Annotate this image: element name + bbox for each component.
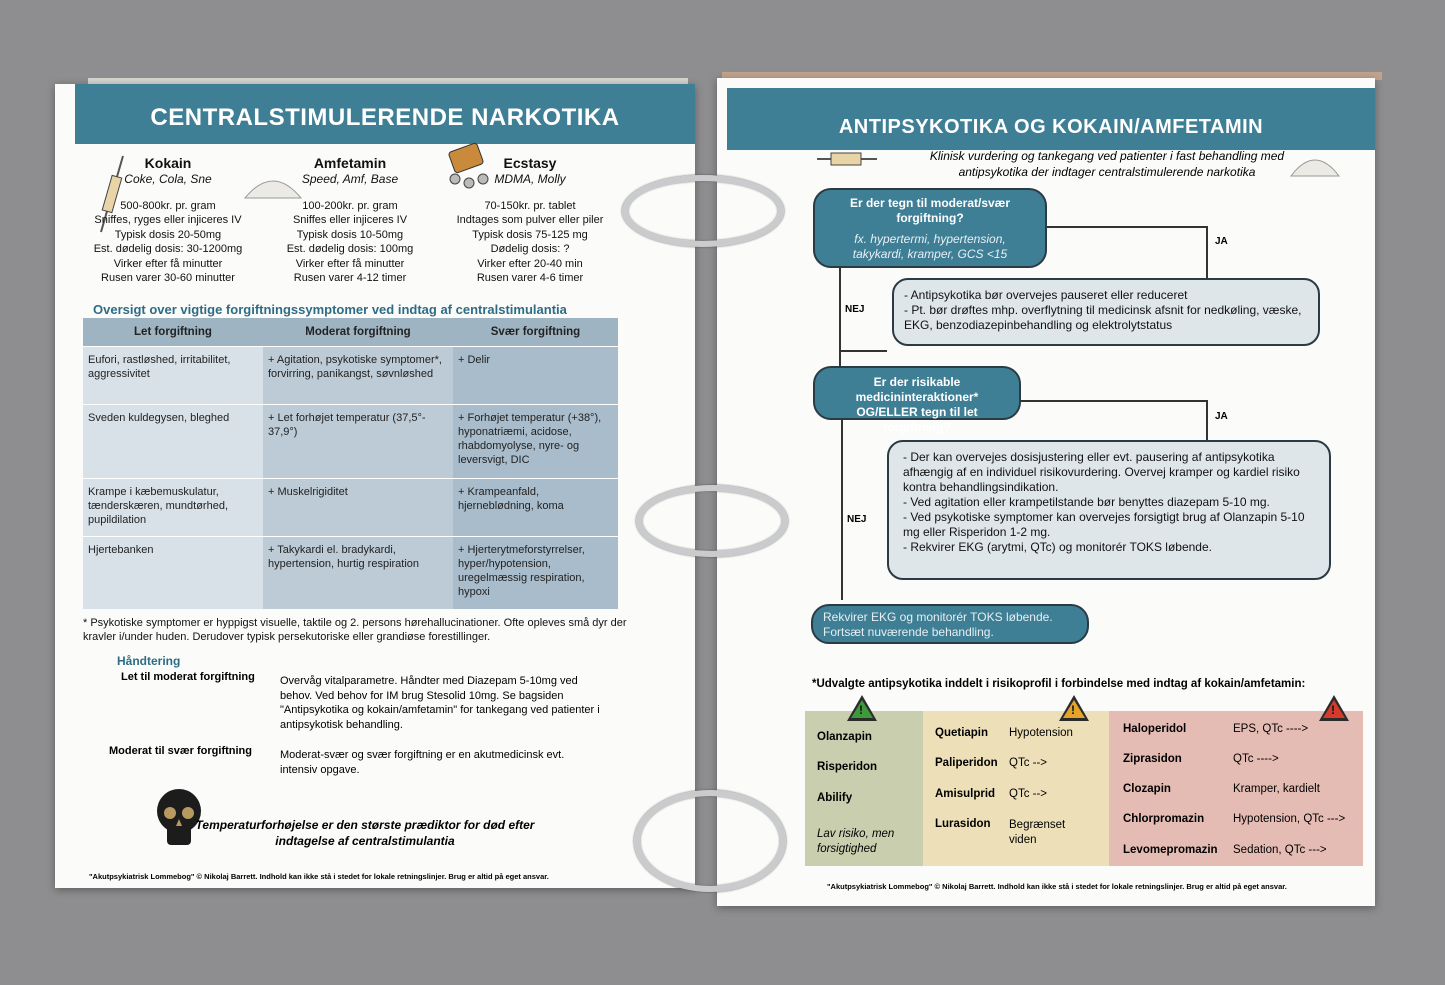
left-footer: "Akutpsykiatrisk Lommebog" © Nikolaj Barrett. Indhold kan ikke stå i stedet for lokale retningslinjer. Brug er altid på eget ansvar.	[89, 872, 549, 881]
table-row: Sveden kuldegysen, bleghed + Let forhøjet temperatur (37,5°- 37,9°) + Forhøjet temperatur (+38°), hyponatriæmi, acidose, rhabdomyolyse, nyre- og leversvigt, DIC	[83, 405, 618, 479]
question-2-box: Er der risikable medicininteraktioner* OG/ELLER tegn til let forgiftning?	[813, 366, 1021, 420]
arrow-line	[1206, 400, 1208, 442]
syringe-icon	[817, 148, 877, 170]
overview-title: Oversigt over vigtige forgiftningssymptomer ved indtag af centralstimulantia	[93, 302, 567, 317]
right-page	[717, 78, 1375, 906]
skull-quote: Temperaturforhøjelse er den største prædiktor for død efter indtagelse af centralstimulantia	[195, 818, 535, 848]
nej-label: NEJ	[845, 304, 865, 315]
question-1-box: Er der tegn til moderat/svær forgiftning? fx. hypertermi, hypertension, takykardi, kramper, GCS <15	[813, 188, 1047, 268]
arrow-line	[1017, 400, 1207, 402]
ja-label: JA	[1215, 411, 1228, 422]
low-risk-panel: ! Olanzapin Risperidon Abilify Lav risiko, men forsigtighed	[805, 711, 923, 866]
left-page	[55, 84, 695, 888]
answer-2-box: - Der kan overvejes dosisjustering eller evt. pausering af antipsykotika afhængig af en individuel risikovurdering. Overvej kramper og kardiel risiko kontra behandlingsindikation. - Ved agitation eller krampetilstande bør benyttes diazepam 5-10 mg. - Ved psykotiske symptomer kan overvejes forsigtigt brug af Olanzapin 5-10 mg eller Risperidon 1-2 mg. - Rekvirer EKG (arytmi, QTc) og monitorér TOKS løbende.	[887, 440, 1331, 580]
drug-kokain: Kokain Coke, Cola, Sne 500-800kr. pr. gram Sniffes, ryges eller injiceres IV Typisk dosis 20-50mg Est. dødelig dosis: 30-1200mg Virker efter få minutter Rusen varer 30-60 minutter	[93, 155, 243, 284]
warning-icon-orange: !	[1059, 695, 1089, 721]
table-row: Eufori, rastløshed, irritabilitet, aggressivitet + Agitation, psykotiske symptomer*, forvirring, panikangst, søvnløshed + Delir	[83, 347, 618, 405]
handling-title: Håndtering	[117, 654, 181, 668]
arrow-line	[841, 350, 887, 352]
table-row: Hjertebanken + Takykardi el. bradykardi, hypertension, hurtig respiration + Hjerterytmeforstyrrelser, hyper/hypotension, uregelmæssig respiration, hypoxi	[83, 537, 618, 609]
answer-1-box: - Antipsykotika bør overvejes pauseret eller reduceret - Pt. bør drøftes mhp. overflytning til medicinsk afsnit for nedkøling, væske, EKG, benzodiazepinbehandling og elektrolytstatus	[892, 278, 1320, 346]
header-svaer: Svær forgiftning	[453, 318, 618, 347]
handling-1-label: Let til moderat forgiftning	[121, 671, 255, 683]
risk-title: *Udvalgte antipsykotika inddelt i risikoprofil i forbindelse med indtag af kokain/amfetamin:	[812, 678, 1306, 690]
left-title: CENTRALSTIMULERENDE NARKOTIKA	[75, 84, 695, 144]
handling-2-label: Moderat til svær forgiftning	[109, 745, 252, 757]
symptom-table	[83, 318, 618, 609]
binder-ring	[622, 175, 784, 247]
handling-1-text: Overvåg vitalparametre. Håndter med Diazepam 5-10mg ved behov. Ved behov for IM brug Stesolid 10mg. Se bagsiden "Antipsykotika og kokain/amfetamin" for tankegang ved patienter i antipsykotisk behandling.	[280, 675, 600, 731]
high-risk-panel: ! Haloperidol EPS, QTc ----> Ziprasidon QTc ----> Clozapin Kramper, kardielt Chlorpromazin Hypotension, QTc ---> Levomepromazin Sedation, QTc --->	[1109, 711, 1363, 866]
header-let: Let forgiftning	[83, 318, 263, 347]
arrow-line	[1206, 226, 1208, 278]
warning-icon-red: !	[1319, 695, 1349, 721]
right-footer: "Akutpsykiatrisk Lommebog" © Nikolaj Barrett. Indhold kan ikke stå i stedet for lokale retningslinjer. Brug er altid på eget ansvar.	[827, 882, 1287, 891]
intro-text: Klinisk vurdering og tankegang ved patienter i fast behandling med antipsykotika der indtager centralstimulerende narkotika	[929, 149, 1285, 179]
table-row: Krampe i kæbemuskulatur, tænderskæren, mundtørhed, pupildilation + Muskelrigiditet + Krampeanfald, hjerneblødning, koma	[83, 479, 618, 537]
binder-ring	[634, 790, 786, 892]
nej-label: NEJ	[847, 514, 867, 525]
ja-label: JA	[1215, 236, 1228, 247]
handling-2-text: Moderat-svær og svær forgiftning er en akutmedicinsk evt. intensiv opgave.	[280, 749, 565, 776]
arrow-line	[1027, 226, 1207, 228]
warning-icon-green: !	[847, 695, 877, 721]
right-title: ANTIPSYKOTIKA OG KOKAIN/AMFETAMIN	[727, 88, 1375, 150]
powder-icon	[1289, 144, 1341, 178]
drug-amfetamin: Amfetamin Speed, Amf, Base 100-200kr. pr. gram Sniffes eller injiceres IV Typisk dosis 10-50mg Est. dødelig dosis: 100mg Virker efter få minutter Rusen varer 4-12 timer	[286, 155, 414, 284]
footnote: * Psykotiske symptomer er hyppigst visuelle, taktile og 2. persons hørehallucinationer. Ofte opleves små dyr der kravler i/under huden. Derudover typisk persekutoriske eller grandiøse forestillinger.	[83, 617, 627, 643]
header-moderat: Moderat forgiftning	[263, 318, 453, 347]
mid-risk-panel: ! Quetiapin Hypotension Paliperidon QTc --> Amisulprid QTc --> Lurasidon Begrænset viden	[923, 711, 1109, 866]
drug-ecstasy: Ecstasy MDMA, Molly 70-150kr. pr. tablet Indtages som pulver eller piler Typisk dosis 75-125 mg Dødelig dosis: ? Virker efter 20-40 min Rusen varer 4-6 timer	[456, 155, 604, 284]
end-box: Rekvirer EKG og monitorér TOKS løbende. Fortsæt nuværende behandling.	[811, 604, 1089, 644]
binder-ring	[636, 485, 788, 557]
